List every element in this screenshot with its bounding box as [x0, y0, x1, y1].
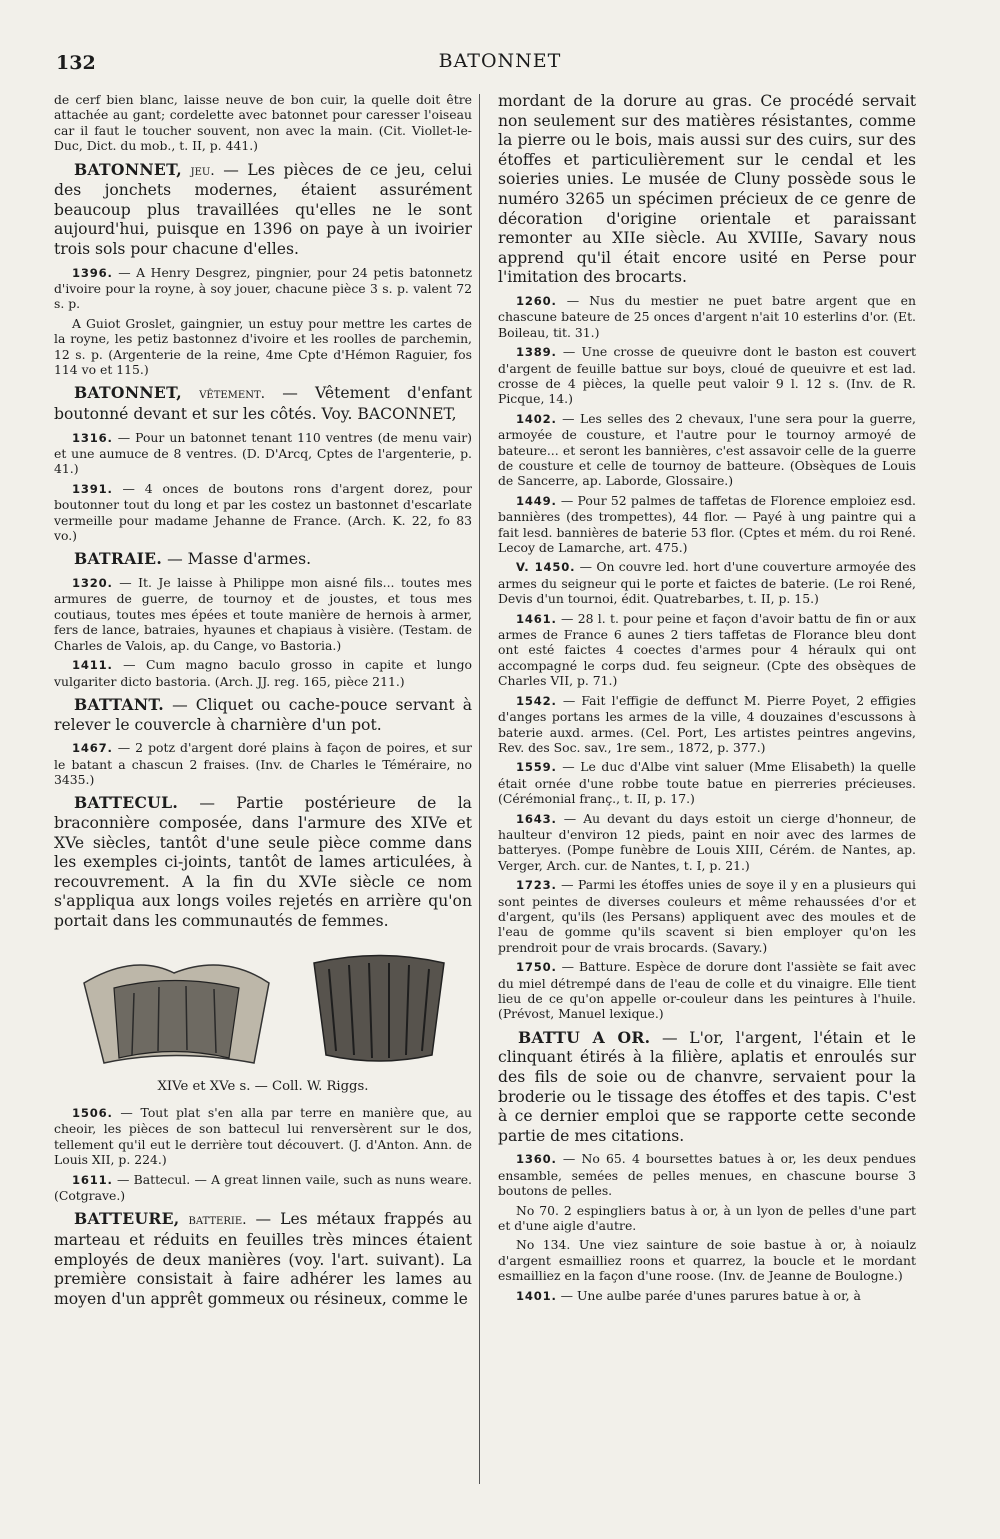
citation-year: V. 1450.: [516, 560, 576, 575]
citation-year: 1506.: [72, 1105, 113, 1120]
entry-text: — A Henry Desgrez, pingnier, pour 24 petis batonnetz d'ivoire pour la royne, à soy jouer, chacune pièce 3 s. p. valent 72 s. p.: [54, 264, 472, 312]
battecul-drawing-right: [304, 943, 454, 1073]
citation: [498, 344, 916, 407]
entry-text: — Fait l'effigie de deffunct M. Pierre Poyet, 2 effigies d'anges portans les armes de la ville, 4 douzaines d'escussons à baterie auxd. armes. (Cel. Port, Les artistes peintres angevins, Rev. des Soc. sav., 1re sem., 1872, p. 377.): [498, 692, 916, 755]
dictionary-entry: [54, 695, 472, 735]
entry-text: — Pour un batonnet tenant 110 ventres (de menu vair) et une aumuce de 8 ventres. (D. D'Arcq, Cptes de l'argenterie, p. 41.): [54, 429, 472, 477]
entry-text: — On couvre led. hort d'une couverture armoyée des armes du seigneur qui le porte et faictes de baterie. (Le roi René, Devis d'un tournoi, édit. Quatrebarbes, t. II, p. 15.): [498, 559, 916, 607]
entry-sense: batterie.: [188, 1212, 247, 1229]
citation-year: 1402.: [516, 411, 557, 426]
entry-text: — Parmi les étoffes unies de soye il y en a plusieurs qui sont peintes de diverses couleurs et même rehaussées d'or et d'argent, qu'ils (les Persans) appliquent avec des moules et de l'eau de gomme qu'ils scavent si bien employer qu'on les prendroit pour de vrais brocards. (Savary.): [498, 877, 916, 955]
running-title: BATONNET: [438, 50, 562, 72]
dictionary-entry: [498, 92, 916, 288]
entry-text: — Une crosse de queuivre dont le baston est couvert d'argent de feuille battue sur boys, cloué de queuivre et est lad. crosse de 4 pièces, la quelle peut valoir 9 l. 12 s. (Inv. de R. Picque, 14.): [498, 344, 916, 407]
citation: [498, 411, 916, 489]
citation: [498, 759, 916, 806]
citation-year: 1449.: [516, 493, 557, 508]
citation: [498, 877, 916, 955]
entry-text: — It. Je laisse à Philippe mon aisné fils... toutes mes armures de guerre, de tournoy et de joustes, et tous mes coutiaus, toutes mes épées et toute manière de hernois à armer, fers de lance, batraies, hyaunes et chapiaus à visière. (Testam. de Charles de Valois, ap. du Cange, vo Bastoria.): [54, 575, 472, 653]
entry-text: — Vêtement d'enfant boutonné devant et sur les côtés. Voy. BACONNET,: [54, 384, 472, 424]
right-column: [498, 92, 916, 1308]
citation-year: 1467.: [72, 741, 113, 756]
entry-text: A Guiot Groslet, gaingnier, un estuy pour mettre les cartes de la royne, les petiz bastonnez d'ivoire et les roolles de parchemin, 12 s. p. (Argenterie de la reine, 4me Cpte d'Hémon Raguier, fos 114 vo et 115.): [54, 315, 472, 378]
entry-text: — Batture. Espèce de dorure dont l'assiète se fait avec du miel détrempé dans de l'eau de colle et du vinaigre. Elle tient lieu de ce qu'on appelle or-couleur dans les peintures à l'huile. (Prévost, Manuel lexique.): [498, 959, 916, 1022]
entry-text: — Le duc d'Albe vint saluer (Mme Elisabeth) la quelle était ornée d'une robbe toute batue en pierreries précieuses. (Cérémonial franç., t. II, p. 17.): [498, 759, 916, 807]
dictionary-entry: [54, 793, 472, 931]
citation-year: 1643.: [516, 811, 557, 826]
entry-text: — Les pièces de ce jeu, celui des jonchets modernes, étaient assurément beaucoup plus travaillées qu'elles ne le sont aujourd'hui, puisque en 1396 on paye à un ivoirier trois sols pour chacune d'elles.: [54, 160, 472, 258]
citation: [498, 1288, 916, 1304]
citation-year: 1316.: [72, 430, 113, 445]
entry-text: — Masse d'armes.: [167, 550, 312, 569]
entry-headword: BATTU A OR.: [518, 1027, 651, 1047]
citation: [498, 693, 916, 756]
entry-text: — 2 potz d'argent doré plains à façon de poires, et sur le batant a chascun 2 fraises. (Inv. de Charles le Téméraire, no 3435.): [54, 740, 472, 787]
entry-text: — Cliquet ou cache-pouce servant à relever le couvercle à charnière d'un pot.: [54, 695, 472, 734]
citation: [498, 559, 916, 606]
citation: [498, 293, 916, 340]
entry-text: No 70. 2 espingliers batus à or, à un lyon de pelles d'une part et d'une aigle d'autre.: [498, 1202, 916, 1233]
entry-text: — No 65. 4 boursettes batues à or, les deux pendues ensamble, semées de pelles menues, en chascune bourse 3 boutons de pelles.: [498, 1151, 916, 1199]
citation: [54, 481, 472, 544]
citation-year: 1401.: [516, 1288, 557, 1303]
citation-year: 1396.: [72, 265, 113, 280]
page-number: 132: [56, 52, 96, 74]
entry-headword: BATTECUL.: [74, 793, 179, 813]
citation-year: 1389.: [516, 345, 557, 360]
entry-text: — 28 l. t. pour peine et façon d'avoir battu de fin or aux armes de France 6 aunes 2 tiers taffetas de Florance bleu dont ont esté faictes 4 coectes d'armes pour 4 héraulx qui ont accompagné le corps dud. feu seigneur. (Cpte des obsèques de Charles VII, p. 71.): [498, 610, 916, 689]
citation: [54, 575, 472, 653]
citation-year: 1611.: [72, 1172, 113, 1187]
citation-year: 1260.: [516, 293, 557, 308]
entry-sense: jeu.: [190, 162, 215, 179]
figure-caption: XIVe et XVe s. — Coll. W. Riggs.: [157, 1079, 369, 1095]
column-divider: [479, 94, 480, 1484]
citation: [498, 1151, 916, 1198]
entry-text: — Au devant du days estoit un cierge d'honneur, de haulteur d'environ 12 pieds, paint en noir avec des larmes de batteryes. (Pompe funèbre de Louis XIII, Cérém. de Nantes, ap. Verger, Arch. cur. de Nantes, t. I, p. 21.): [498, 810, 916, 873]
battecul-drawing-left: [74, 943, 274, 1073]
citation: [54, 316, 472, 378]
continued-citation: [54, 92, 472, 154]
citation-year: 1411.: [72, 658, 113, 673]
entry-text: — Une aulbe parée d'unes parures batue à or, à: [560, 1287, 861, 1303]
entry-text: — Pour 52 palmes de taffetas de Florence emploiez esd. bannières (des trompettes), 44 flor. — Payé à ung paintre qui a fait lesd. bannières de baterie 53 flor. (Cptes et mém. du roi René. Lecoy de Lamarche, art. 475.): [498, 492, 916, 556]
entry-text: No 134. Une viez sainture de soie bastue à or, à noiaulz d'argent esmailliez roons et quarrez, la boucle et le mordant esmailliez en la façon d'une roose. (Inv. de Jeanne de Boulogne.): [498, 1237, 916, 1284]
entry-sense: vêtement.: [199, 386, 266, 403]
entry-text: — L'or, l'argent, l'étain et le clinquant étirés à la filière, aplatis et enroulés sur des fils de soie ou de chanvre, servaient pour la broderie ou le tissage des étoffes et des tapis. C'est à ce dernier emploi que se rapporte cette seconde partie de mes citations.: [498, 1028, 916, 1145]
entry-text: — 4 onces de boutons rons d'argent dorez, pour boutonner tout du long et par les costez un bastonnet d'escarlate vermeille pour madame Jehanne de France. (Arch. K. 22, fo 83 vo.): [54, 480, 472, 544]
entry-text: — Battecul. — A great linnen vaile, such as nuns weare. (Cotgrave.): [54, 1171, 472, 1203]
entry-text: — Cum magno baculo grosso in capite et lungo vulgariter dicto bastoria. (Arch. JJ. reg. 165, pièce 211.): [54, 657, 472, 689]
citation: [498, 811, 916, 874]
citation: [498, 959, 916, 1022]
dictionary-entry: [54, 160, 472, 260]
citation: [54, 740, 472, 787]
entry-text: — Tout plat s'en alla par terre en manière que, au cheoir, les pièces de son battecul lui renversèrent sur le dos, tellement qu'il eut le derrière tout découvert. (J. d'Anton. Ann. de Louis XII, p. 224.): [54, 1104, 472, 1168]
citation-year: 1723.: [516, 878, 557, 893]
entry-headword: BATONNET,: [74, 159, 183, 179]
citation: [54, 430, 472, 477]
entry-text: — Les métaux frappés au marteau et réduits en feuilles très minces étaient employés de deux manières (voy. l'art. suivant). La première consistait à faire adhérer les lames au moyen d'un apprêt gommeux ou résineux, comme le: [54, 1210, 472, 1308]
citation: [498, 1203, 916, 1234]
citation-year: 1542.: [516, 693, 557, 708]
citation: [498, 1237, 916, 1283]
entry-text: — Nus du mestier ne puet batre argent que en chascune bateure de 25 onces d'argent n'ait 10 esterlins d'or. (Et. Boileau, tit. 31.): [498, 292, 916, 340]
citation: [498, 611, 916, 689]
entry-headword: BATTANT.: [74, 694, 164, 714]
entry-text: mordant de la dorure au gras. Ce procédé servait non seulement sur des matières résistantes, comme la pierre ou le bois, mais aussi sur des cuirs, sur des étoffes et particulièrement sur le cendal et les soieries unies. Le musée de Cluny possède sous le numéro 3265 un spécimen précieux de ce genre de décoration d'origine orientale et paraissant remonter au XIIe siècle. Au XVIIIe, Savary nous apprend qu'il était encore usité en Perse pour l'imitation des brocarts.: [498, 92, 916, 287]
citation-year: 1391.: [72, 481, 113, 496]
dictionary-entry: [54, 383, 472, 424]
citation: [54, 657, 472, 689]
citation: [54, 1172, 472, 1204]
entry-text: — Les selles des 2 chevaux, l'une sera pour la guerre, armoyée de cousture, et l'autre pour le tournoy armoyé de bateure... et seront les bannières, c'est assavoir celle de la guerre de cousture et celle de tournoy de batteure. (Obsèques de Louis de Sancerre, ap. Laborde, Glossaire.): [498, 410, 916, 489]
citation-year: 1360.: [516, 1152, 557, 1167]
dictionary-entry: [54, 1209, 472, 1309]
battecul-illustration: [54, 943, 472, 1073]
citation-year: 1750.: [516, 960, 557, 975]
citation: [54, 1105, 472, 1168]
citation-year: 1559.: [516, 760, 557, 775]
entry-headword: BATRAIE.: [74, 549, 163, 569]
left-column: [54, 92, 472, 1314]
entry-headword: BATONNET,: [74, 383, 183, 403]
citation: [498, 493, 916, 556]
citation-year: 1320.: [72, 576, 113, 591]
citation: [54, 265, 472, 312]
entry-text: — Partie postérieure de la braconnière composée, dans l'armure des XIVe et XVe siècles, tantôt d'une seule pièce comme dans les exemples ci-joints, tantôt de lames articulées, à recouvrement. A la fin du XVIe siècle ce nom s'appliqua aux longs voiles rejetés en arrière qu'on portait dans les communautés de femmes.: [54, 794, 472, 930]
dictionary-entry: [54, 549, 472, 570]
dictionary-entry: [498, 1028, 916, 1147]
entry-headword: BATTEURE,: [74, 1209, 180, 1229]
citation-year: 1461.: [516, 611, 557, 626]
entry-text: de cerf bien blanc, laisse neuve de bon cuir, la quelle doit être attachée au gant; cordelette avec batonnet pour caresser l'oiseau car il faut le toucher souvent, non avec la main. (Cit. Viollet-le-Duc, Dict. du mob., t. II, p. 441.): [54, 92, 472, 154]
